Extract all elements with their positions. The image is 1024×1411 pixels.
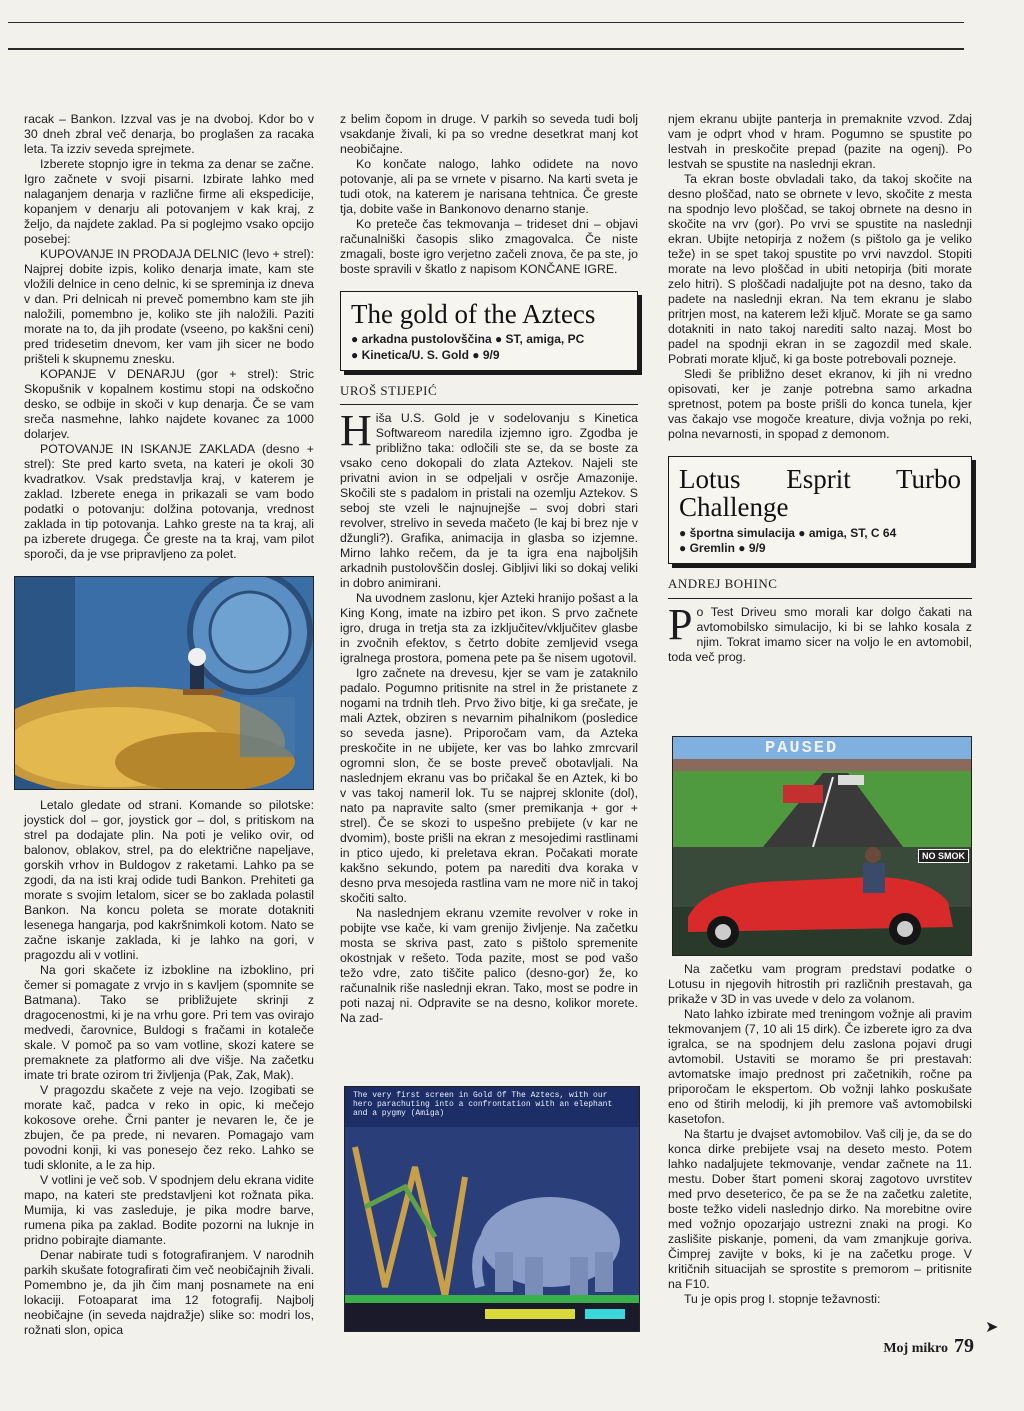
paragraph: Letalo gledate od strani. Komande so pilotske: joystick dol – gor, joystick gor – dol, s pritiskom na strel pa dodajate plin. Na poti je veliko ovir, od balonov, oblakov, strel, pa do električne napeljave, gorskih vrhov in Buldogov z raketami. Lahko pa se zgodi, da na isti kraj odide tudi Bankon. Prehiteti ga morate s svojim letalom, sicer se bo zaklada polastil Bankon. Na koncu poleta se morate dotakniti lesenega hangarja, pod kakršnimkoli kotom. Nato se začne iskanje zaklada, ki je lahko na gori, v pragozdu ali v votlini. [24,798,314,962]
column-3 [668,112,972,665]
lotus-screenshot [672,736,972,956]
ducktales-scene [15,577,313,789]
lotus-scene [673,737,971,955]
paragraph: Na štartu je dvajset avtomobilov. Vaš cilj je, da se do konca dirke prebijete vsaj na deseto mesto. Potem lahko nadaljujete tekmovanje, vendar začnete na 11. mestu. Dober štart pomeni skoraj zagotovo uvrstitev med prvo deseterico, če pa se že na začetku zaletite, boste težko videli naslednjo dirko. Na morebitne ovire med vožnjo opozarjajo ustrezni znaki na progi. Ko zaslišite piskanje, pomeni, da vam zmanjkuje goriva. Čimprej zavijte v boks, ki je na začetku proge. V kritičnih situacijah se sprostite s premorom – pritisnite na F10. [668,1127,972,1291]
lead-paragraph [340,406,638,591]
paragraph: njem ekranu ubijte panterja in premaknite vzvod. Zdaj vam je odprt vhod v hram. Pogumno se spustite po lestvah in preskočite prepad (pazite na ogenj). Po lestvah se spustite na naslednji ekran. [668,112,972,171]
paragraph: Igro začnete na drevesu, kjer se vam je zataknilo padalo. Pogumno pritisnite na strel in že pristanete z nogami na trdnih tleh. Prvo živo bitje, ki ga srečate, je mali Aztek, obziren s nevarnim pihalnikom (posledice so seveda jasne). Priporočam vam, da Azteka preskočite in ne ubijete, ker vas bo lahko zmrcvaril ogromni slon, če se boste preveč obotavljali. Na naslednjem ekranu vas bo pričakal še en Aztek, ki bo v vas takoj nameril lok. Tu se najprej sklonite (dol), nato pa napravite salto (smer premikanja + gor + strel). Če se skozi to uspešno prebijete (v kar ne dvomim), boste prišli na ekran z mesojedimi rastlinami in ptico ujedo, ki preletava ekran. Počakati morate kakšno sekundo, potem pa narediti dva koraka v desno prva mesojeda rastlina vam ne more nič in takoj skočiti salto. [340,666,638,906]
page-footer [883,1335,974,1358]
review-title: Lotus Esprit Turbo Challenge [679,464,961,523]
continue-arrow-icon: ➤ [985,1319,999,1336]
lead-text: iša U.S. Gold je v sodelovanju s Kinetica Softwareom naredila izjemno igro. Zgodba je približno taka: odločili ste se, da se boste za vsako ceno dokopali do zlata Aztekov. Najeli ste privatni avion in se odpeljali v osrčje Amazonije. Skočili ste s padalom in pristali na ozemlju Aztekov. S seboj ste vzeli le najnujnejše – svoj dobri stari revolver, strelivo in seveda mačeto (le kaj bi brez nje v džungli?). Grafika, animacija in glasba so izjemne. Mirno lahko rečem, da je ta igra ena najboljših arkadnih pustolovščin doslej. Gibljivi liki so dokaj veliki in dobro animirani. [340,411,638,591]
ducktales-screenshot [14,576,314,790]
paragraph: Ko preteče čas tekmovanja – trideset dni – objavi računalniški časopis sliko zmagovalca. Če niste zmagali, boste igro verjetno začeli znova, če pa ste, jo boste spravili v škatlo z napisom KONČANE IGRE. [340,217,638,276]
paragraph: z belim čopom in druge. V parkih so seveda tudi bolj vsakdanje živali, ki pa so vredne desetkrat manj kot neobičajne. [340,112,638,156]
review-header-lotus [668,456,972,564]
review-genre-platforms: ● športna simulacija ● amiga, ST, C 64 [679,525,897,540]
paragraph: Nato lahko izbirate med treningom vožnje ali pravim tekmovanjem (7, 10 ali 15 dirk). Če izberete igro za dva igralca, se na spodnjem delu zaslona pojavi drugi avtomobil. Ustaviti se moramo še pri prestavah: avtomatske imajo prednost pri začetnikih, ročne pa priporočam le ekspertom. Ob vožnji lahko poskušate eno od štirih melodij, ki jih premore vaš avtomobilski kasetofon. [668,1007,972,1126]
aztecs-screenshot [344,1086,640,1332]
lead-paragraph [668,599,972,665]
review-publisher-rating: ● Gremlin ● 9/9 [679,541,766,556]
review-header-aztecs [340,291,638,371]
drop-cap: H [340,406,372,456]
paragraph: V votlini je več sob. V spodnjem delu ekrana vidite mapo, na kateri ste predstavljeni kot rožnata pika. Mumija, ki vas zasleduje, je pika modre barve, rumena pika pa zaklad. Bodite pozorni na luknje in pridno pobirajte diamante. [24,1173,314,1247]
drop-cap: P [668,599,693,649]
paragraph: Ta ekran boste obvladali tako, da takoj skočite na desno ploščad, nato se obrnete v levo, skočite z mesta na spodnjo levo ploščad, se takoj obrnete na desno in skočite na vrv (gor). Po vrvi se spustite na naslednji ekran. Ubijte netopirja z nožem (s pištolo ga je veliko teže) in se spet takoj spustite po vrvi navzdol. Stopiti morate na levo ploščad in ubiti netopirja (biti morate zelo hitri). S ploščadi nadaljujte pot na desno, tako da padete na naslednji ekran. Na tem ekranu je slabo pritrjen most, na katerem leži ključ. Morate se ga samo dotakniti in nato takoj narediti salto nazaj. Most bo padel na spodnji ekran in se zagozdil med skale. Pobrati morate ključ, ki ga boste potrebovali pozneje. [668,172,972,366]
magazine-name: Moj mikro [883,1341,948,1356]
top-rule-thin [8,22,964,23]
paragraph: racak – Bankon. Izzval vas je na dvoboj. Kdor bo v 30 dneh zbral več denarja, bo proglašen za racaka leta. Ta izziv seveda sprejmete. [24,112,314,156]
review-publisher-rating: ● Kinetica/U. S. Gold ● 9/9 [351,347,500,362]
column-1-continued [24,798,314,1338]
top-rule-thick [8,48,964,50]
paragraph: Sledi še približno deset ekranov, ki jih ni vredno opisovati, ker je zanje potrebna samo arkadna spretnost, potem pa boste prišli do konca tunela, kjer vas čakajo vse mogoče kreature, divja vožnja po reki, polna nevarnosti, in spopad z demonom. [668,367,972,441]
paragraph: Na gori skačete iz izbokline na izboklino, pri čemer si pomagate z vrvjo in s kavljem (spomnite se Batmana). Tako se približujete skrinji z dragocenostmi, ki je na vrhu gore. Pri tem vas ovirajo medvedi, čarovnice, Buldogi s fračami in kotaleče skale. V pomoč pa so vam votline, skozi katere se premaknete za platformo ali dve višje. Na začetku imate tri brate ozirom tri življenja (Pak, Zak, Mak). [24,963,314,1082]
paragraph: POTOVANJE IN ISKANJE ZAKLADA (desno + strel): Ste pred karto sveta, na kateri je okoli 30 kvadratkov. Vsak predstavlja kraj, v katerem je zaklad. Izberete enega in prikazali se vam bodo podatki o potovanju: dolžina potovanja, vrednost zaklada in tip potovanja. Lahko greste na ta kraj, ali pa izberete drugega. Če greste na ta kraj, vam pilot sporoči, da je vse pripravljeno za polet. [24,442,314,561]
review-genre-platforms: ● arkadna pustolovščina ● ST, amiga, PC [351,332,585,347]
review-title: The gold of the Aztecs [351,299,596,329]
paused-overlay: PAUSED [765,739,839,758]
paragraph: Na naslednjem ekranu vzemite revolver v roke in pobijte vse kače, ki vam grenijo življenje. Na začetku mosta se skriva past, zato s pištolo spremenite okostnjak v rešeto. Toda pazite, most se pod vašo težo vdre, zato tiščite palico (desno-gor) že, ko računalnik riše naslednji ekran. Tako, most se podre in poti nazaj ni. Odpravite se na desno, kolikor morete. Na zad- [340,906,638,1026]
paragraph: Ko končate nalogo, lahko odidete na novo potovanje, ali pa se vrnete v pisarno. Na karti sveta je tudi otok, na katerem je narisana tehtnica. Če greste tja, dobite vaše in Bankonovo denarno stanje. [340,157,638,216]
paragraph: Na uvodnem zaslonu, kjer Azteki hranijo pošast a la King Kong, imate na izbiro pet ikon. S prvo začnete igro, druga in tretja sta za izključitev/vključitev glasbe in zvočnih efektov, s četrto dobite zemljevid vsega igralnega prostora, pomena pete pa še nisem ugotovil. [340,591,638,666]
paragraph: KOPANJE V DENARJU (gor + strel): Stric Skopušnik v kopalnem kostimu stopi na odskočno desko, se odbije in skoči v kup denarja. Če se vam sreča nasmehne, lahko najdete kovanec za 1000 dolarjev. [24,367,314,441]
paragraph: V pragozdu skačete z veje na vejo. Izogibati se morate kač, padca v reko in opic, ki mečejo kokosove orehe. Črni panter je nevaren le, če je zbujen, če pa prede, ni nevaren. Pomagajo vam povodni konji, ki vas ponesejo čez reko. Lahko se tudi sklonite, a le za hip. [24,1083,314,1172]
lead-text: o Test Driveu smo morali kar dolgo čakati na avtomobilsko simulacijo, ki bi se lahko kosala z njim. Tokrat imamo sicer na voljo le en avtomobil, toda več prog. [668,604,972,664]
column-2 [340,112,638,1026]
aztecs-scene [345,1087,639,1331]
paragraph: Denar nabirate tudi s fotografiranjem. V narodnih parkih skušate fotografirati čim več neobičajnih živali. Pomembno je, da jih čim manj posnamete na eni lokaciji. Fotoaparat ima 12 fotografij. Najbolj neobičajne (in seveda najdražje) slike so: modri los, rožnati slon, opica [24,1248,314,1337]
page-number: 79 [954,1335,974,1357]
paragraph: Izberete stopnjo igre in tekma za denar se začne. Igro začnete v svoji pisarni. Izbirate lahko med nalaganjem denarja v različne firme ali ekspedicije, kopanjem v denarju ali potovanjem v kak kraj, z željo, da najdete zaklad. Pa si poglejmo vsako opcijo posebej: [24,157,314,246]
column-3-continued [668,962,972,1307]
screenshot-caption: The very first screen in Gold Of The Aztecs, with our hero parachuting into a confrontation with an elephant and a pygmy (Amiga) [353,1091,613,1119]
author-byline: UROŠ STIJEPIĆ [340,383,638,406]
column-1 [24,112,314,562]
no-smoking-sign: NO SMOK [918,849,969,863]
paragraph: Tu je opis prog I. stopnje težavnosti: [684,1292,881,1306]
paragraph: KUPOVANJE IN PRODAJA DELNIC (levo + strel): Najprej dobite izpis, koliko denarja imate, kam ste vložili delnice in ceno delnic, ki se spreminja iz dneva v dan. Pri delnicah ni preveč pomembno kam ste jih naložili, pomembno je, koliko ste jih naložili. Paziti morate na to, da jih prodate (vseeno, po kakšni ceni) pred tridesetim dnevom, ker vam jih sicer ne bodo prišteli k skupnemu znesku. [24,247,314,366]
author-byline: ANDREJ BOHINC [668,576,972,599]
paragraph: Na začetku vam program predstavi podatke o Lotusu in njegovih hitrostih pri različnih prestavah, ga prikaže v 3D in vas uvede v delo za volanom. [668,962,972,1006]
